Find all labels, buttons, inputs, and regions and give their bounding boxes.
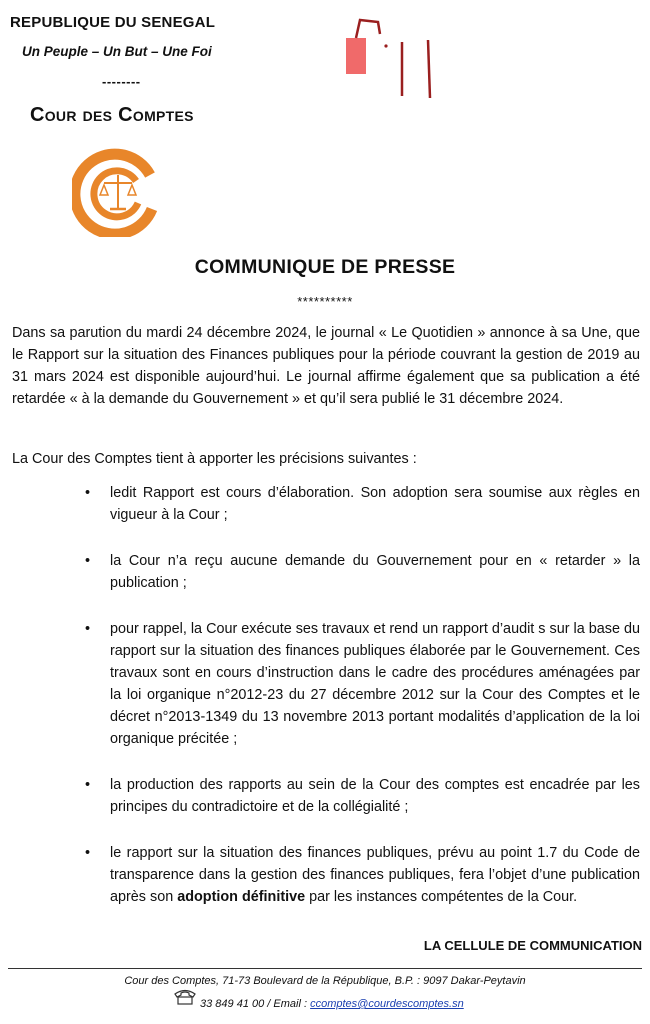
list-item [85, 618, 640, 750]
list-item [85, 482, 640, 526]
title-separator-stars: ********** [297, 294, 353, 309]
telephone-icon [172, 986, 198, 1006]
cour-des-comptes-logo-icon [72, 145, 164, 237]
list-item [85, 842, 640, 908]
signature-mark-icon [340, 12, 440, 108]
footer-contact [200, 998, 464, 1010]
list-item-text: pour rappel, la Cour exécute ses travaux et rend un rapport d’audit s sur la base du rapport sur la situation des finances publiques élaborée par le Gouvernement. Ces travaux sont en cours d’instruction dans le cadre des procédures aménagées par la loi organique n°2012-23 du 27 décembre 2012 sur la Cour des Comptes et le décret n°2013-1349 du 13 novembre 2013 portant modalités d’application de la loi organique précitée ; [110, 621, 640, 747]
list-item-text: la Cour n’a reçu aucune demande du Gouvernement pour en « retarder » la publication ; [110, 553, 640, 591]
footer-address: Cour des Comptes, 71-73 Boulevard de la République, B.P. : 9097 Dakar-Peytavin [124, 975, 526, 987]
bullet-icon: • [85, 621, 91, 637]
footer-phone: 33 849 41 00 [200, 998, 265, 1010]
bullet-icon: • [85, 777, 91, 793]
national-motto: Un Peuple – Un But – Une Foi [22, 44, 212, 59]
list-item [85, 774, 640, 818]
list-item-text: la production des rapports au sein de la Cour des comptes est encadrée par les principes du contradictoire et de la collégialité ; [110, 777, 640, 815]
footer-email-label: / Email : [267, 998, 311, 1010]
signature-block: LA CELLULE DE COMMUNICATION [423, 938, 642, 953]
list-item [85, 550, 640, 594]
list-item-text-after: par les instances compétentes de la Cour. [305, 889, 578, 905]
bullet-icon: • [85, 553, 91, 569]
lead-paragraph: La Cour des Comptes tient à apporter les précisions suivantes : [12, 451, 417, 467]
footer-divider [8, 968, 642, 969]
bullet-icon: • [85, 845, 91, 861]
institution-name: Cour des Comptes [30, 104, 194, 126]
list-item-text-before: le rapport sur la situation des finances publiques, prévu au point 1.7 du Code de transparence dans la gestion des finances publiques, fera l’objet d’une publication après son [110, 845, 640, 905]
list-item-text-bold: adoption définitive [177, 889, 306, 905]
republic-heading: REPUBLIQUE DU SENEGAL [10, 14, 216, 31]
intro-paragraph: Dans sa parution du mardi 24 décembre 2024, le journal « Le Quotidien » annonce à sa Une, que le Rapport sur la situation des Finances publiques pour la période couvrant la gestion de 2019 au 31 mars 2024 est disponible aujourd’hui. Le journal affirme également que sa publication a été retardée « à la demande du Gouvernement » et qu’il sera publié le 31 décembre 2024. [12, 325, 640, 407]
list-item-text: ledit Rapport est cours d’élaboration. Son adoption sera soumise aux règles en vigueur à la Cour ; [110, 485, 640, 523]
press-release-title: COMMUNIQUE DE PRESSE [194, 256, 456, 278]
header-separator: -------- [102, 74, 141, 89]
footer-email-link[interactable]: ccomptes@courdescomptes.sn [310, 998, 464, 1010]
bullet-icon: • [85, 485, 91, 501]
